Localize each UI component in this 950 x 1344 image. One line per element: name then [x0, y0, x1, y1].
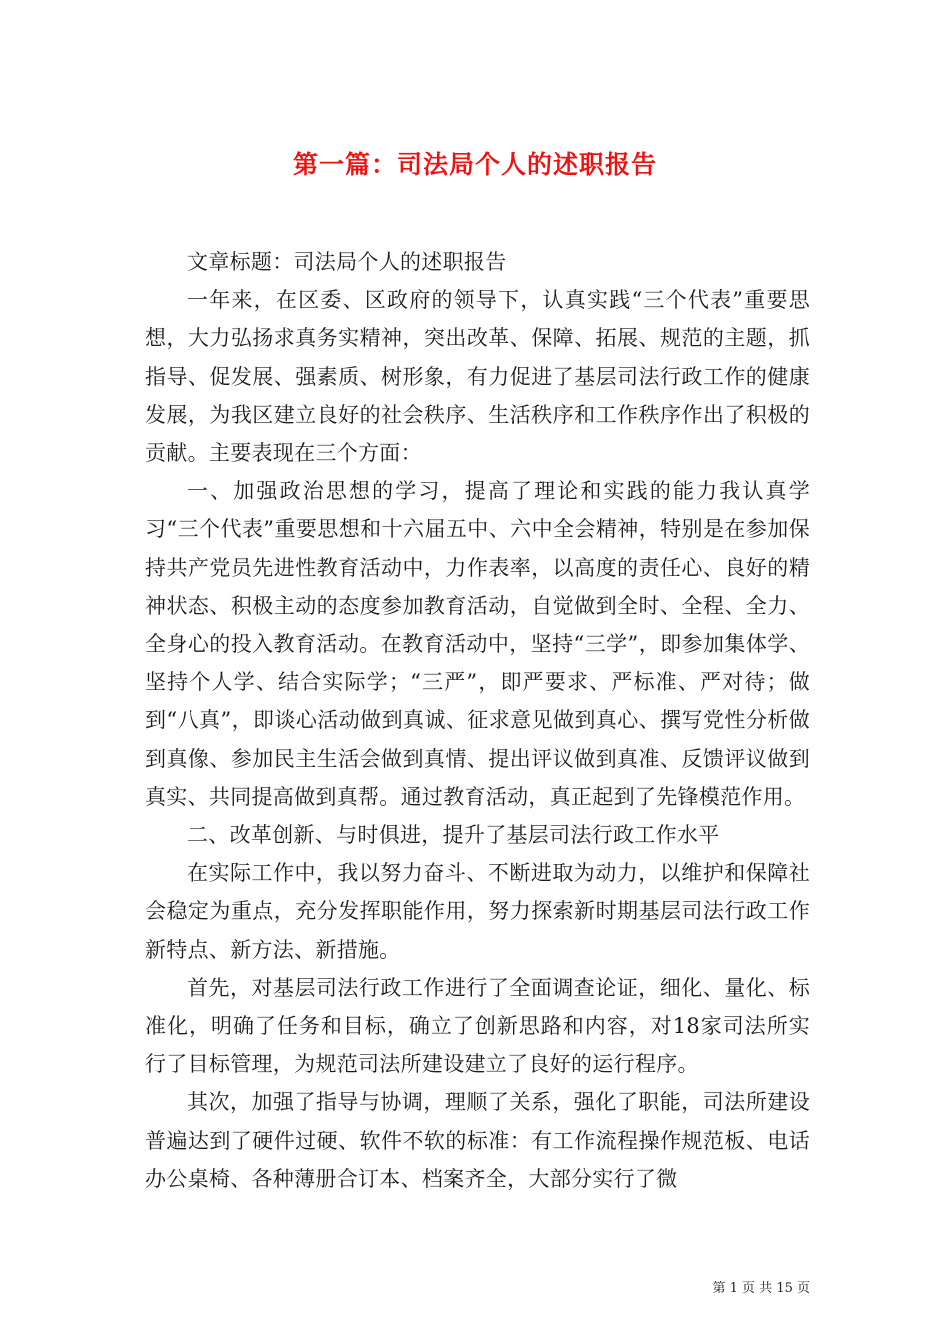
paragraph-article-heading: 文章标题：司法局个人的述职报告 [187, 250, 507, 274]
document-title: 第一篇：司法局个人的述职报告 [292, 149, 657, 179]
paragraph-section-two-heading: 二、改革创新、与时俱进，提升了基层司法行政工作水平 [187, 823, 720, 848]
document-body [145, 243, 810, 1198]
paragraph-practical-work: 在实际工作中，我以努力奋斗、不断进取为动力，以维护和保障社会稳定为重点，充分发挥职能作用，努力探索新时期基层司法行政工作新特点、新方法、新措施。 [145, 861, 810, 962]
paragraph-first: 首先，对基层司法行政工作进行了全面调查论证，细化、量化、标准化，明确了任务和目标，确立了创新思路和内容，对18家司法所实行了目标管理，为规范司法所建设建立了良好的运行程序。 [145, 975, 810, 1077]
paragraph-second: 其次，加强了指导与协调，理顺了关系，强化了职能，司法所建设普遍达到了硬件过硬、软件不软的标准：有工作流程操作规范板、电话办公桌椅、各种薄册合订本、档案齐全，大部分实行了微 [145, 1090, 810, 1191]
page-number-footer: 第 1 页 共 15 页 [712, 1281, 810, 1296]
paragraph-section-one: 一、加强政治思想的学习，提高了理论和实践的能力我认真学习“三个代表”重要思想和十六届五中、六中全会精神，特别是在参加保持共产党员先进性教育活动中，力作表率，以高度的责任心、良好的精神状态、积极主动的态度参加教育活动，自觉做到全时、全程、全力、全身心的投入教育活动。在教育活动中，坚持“三学”，即参加集体学、坚持个人学、结合实际学；“三严”，即严要求、严标准、严对待；做到“八真”，即谈心活动做到真诚、征求意见做到真心、撰写党性分析做到真像、参加民主生活会做到真情、提出评议做到真准、反馈评议做到真实、共同提高做到真帮。通过教育活动，真正起到了先锋模范作用。 [145, 479, 810, 809]
paragraph-intro: 一年来，在区委、区政府的领导下，认真实践“三个代表”重要思想，大力弘扬求真务实精神，突出改革、保障、拓展、规范的主题，抓指导、促发展、强素质、树形象，有力促进了基层司法行政工作的健康发展，为我区建立良好的社会秩序、生活秩序和工作秩序作出了积极的贡献。主要表现在三个方面： [145, 288, 810, 466]
